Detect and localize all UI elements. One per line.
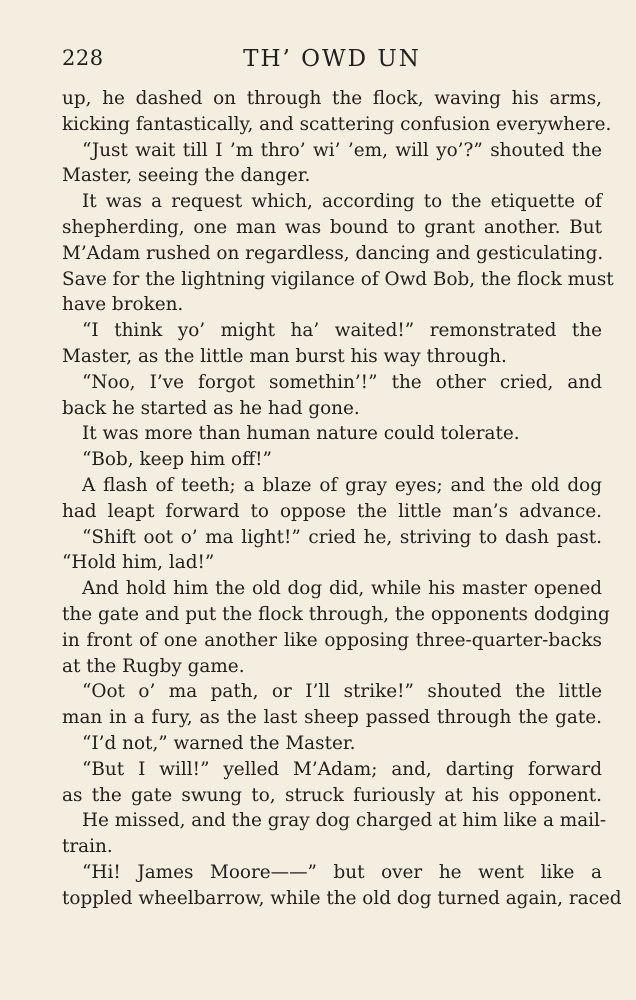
text-line: “I think yo’ might ha’ waited!” remonstrated the [82, 320, 602, 342]
text-line: “I’d not,” warned the Master. [82, 732, 356, 754]
text-line: up, he dashed on through the flock, waving his arms, [62, 88, 602, 109]
text-line: Master, as the little man burst his way through. [62, 345, 507, 367]
text-line: M’Adam rushed on regardless, dancing and gesticulating. [62, 242, 604, 264]
text-line: And hold him the old dog did, while his master opened [82, 578, 602, 600]
text-line: in front of one another like opposing three-quarter-backs [62, 629, 602, 651]
text-line: the gate and put the flock through, the opponents dodging [62, 603, 610, 625]
page-header [62, 46, 602, 76]
text-line: toppled wheelbarrow, while the old dog turned again, raced [62, 887, 622, 909]
text-line: shepherding, one man was bound to grant another. But [62, 216, 602, 238]
text-line: at the Rugby game. [62, 655, 245, 677]
text-line: back he started as he had gone. [62, 397, 360, 419]
text-line: had leapt forward to oppose the little man’s advance. [62, 500, 602, 522]
text-line: “Oot o’ ma path, or I’ll strike!” shouted the little [82, 681, 602, 703]
text-line: “Shift oot o’ ma light!” cried he, striving to dash past. [82, 526, 602, 548]
text-line: “Noo, I’ve forgot somethin’!” the other cried, and [82, 371, 602, 393]
text-line: man in a fury, as the last sheep passed through the gate. [62, 707, 602, 729]
text-line: He missed, and the gray dog charged at him like a mail- [82, 810, 607, 832]
running-title: TH’ OWD UN [243, 46, 421, 72]
text-line: Save for the lightning vigilance of Owd Bob, the flock must [62, 268, 614, 290]
text-line: have broken. [62, 294, 184, 316]
text-line: Master, seeing the danger. [62, 165, 311, 187]
text-line: “But I will!” yelled M’Adam; and, darting forward [82, 758, 602, 780]
text-line: “Bob, keep him off!” [82, 449, 272, 471]
text-line: A flash of teeth; a blaze of gray eyes; and the old dog [82, 474, 602, 496]
body-text [62, 86, 622, 912]
text-line: “Hold him, lad!” [62, 552, 215, 574]
text-line: as the gate swung to, struck furiously at his opponent. [62, 784, 602, 806]
text-line: “Just wait till I ’m thro’ wi’ ’em, will yo’?” shouted the [82, 139, 602, 161]
text-line: It was more than human nature could tolerate. [82, 423, 520, 445]
text-line: “Hi! James Moore——” but over he went like a [82, 861, 602, 883]
text-line: kicking fantastically, and scattering confusion everywhere. [62, 113, 612, 135]
page-number: 228 [62, 46, 104, 70]
text-line: It was a request which, according to the etiquette of [82, 191, 602, 213]
text-line: train. [62, 836, 113, 858]
